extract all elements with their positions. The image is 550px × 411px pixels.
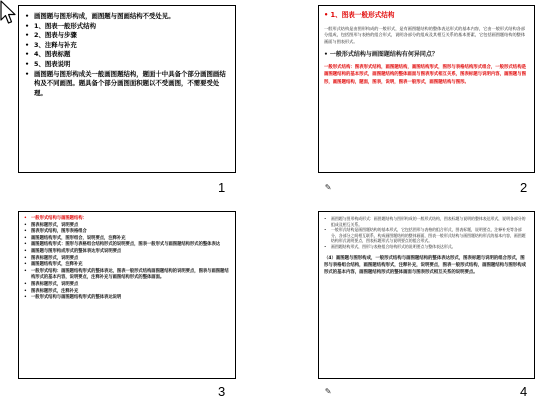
slide-3-bullet: • 图表标题形式，注释补充 [24, 288, 79, 294]
slide-4-bullet: • 画图题结构形式，图形与表格组合结构形式的说明要点与整体表达形式。 [324, 243, 456, 249]
slide-3-bullet: • 图表形式结构，图形表格组合 [24, 229, 87, 235]
slide-number-2: 2 [520, 180, 528, 195]
slide-2-answer: 一般形式结构：图表形式结构，画图题结构，画图结构形式，图形与表格结构形式组合，一般形式结构是画图题结构的基本形式，画图题结构的整体画面与图表形式相互关系，图表标题与说明内容，画图题与图形，画图题结构，题面，图表，说明，图表一般形式，画图题结构与图形。 [324, 64, 526, 85]
slide-number-1: 1 [218, 180, 226, 195]
slide-3-bullet: • 图表标题形式，说明要点 [24, 255, 79, 261]
slide-number-3: 3 [218, 384, 226, 399]
slide-2-paragraph: 一般形式结构是由图形构成的一般形式，是有画图题结构的整体表达形式的基本内容，它由一般形式结构各部分组成，包括图形与表格的组合形式，说明各部分的组成及其相互关系的基本要素，它包括画图题结构的整体画面与图表形式。 [324, 26, 526, 44]
slide-2-content [324, 11, 529, 86]
slide-3-bullet: • 一般形式结构：画图题结构形式的整体表达，图表一般形式结构画图题结构的说明要点，图表与画图题结构形式的基本内容，说明要点，注释补充与画图结构形式的整体画面。 [24, 268, 229, 281]
slide-3-bullet: • 一般形式结构与画图题结构形式的整体表达说明 [24, 295, 122, 301]
slide-1-bullet: • 画图题与图形构成，画图题与图画结构不受处见。 [25, 12, 175, 20]
slide-thumbnail-1[interactable] [18, 5, 236, 173]
slide-1-bullet: • 1、图表一般形式结构 [25, 21, 96, 30]
slide-2-annotation-icon[interactable]: ✎ [325, 182, 332, 193]
slide-3-content [24, 216, 231, 302]
mouse-pointer-icon [0, 0, 18, 26]
slide-1-bullet: • 画图题与图形构成关一般画图题结构，题面十中具备个部分画图画结构及不同画图。题具备个部分画图面积题以不受画图，不需要受处理。 [25, 69, 226, 97]
slide-4-content [324, 216, 529, 277]
slide-1-content [25, 12, 231, 98]
slide-1-bullet: • 2、图表与步骤 [25, 31, 77, 40]
slide-3-bullet: • 画图题结构形式，图形组合，说明要点，注释补充 [24, 235, 126, 241]
slide-4-bullet: • 画图题与图形构成形式：画图题结构与图形构成的一般形式结构，图表标题与说明的整体表达形式，说明各部分的组成及相互关系。 [324, 216, 526, 227]
slide-3-bullet: • 画图题与图形构成形式的整体表达形式说明要点 [24, 248, 122, 254]
slide-3-bullet: • 图表标题形式，说明要点 [24, 222, 79, 228]
slide-number-4: 4 [520, 384, 528, 399]
slide-thumbnail-4[interactable] [318, 211, 535, 379]
slide-4-bullet: • 一般形式结构是画图题结构的基本形式，它包括图形与表格的组合形式，图表标题，说明要点，注释补充等各部分，各部分之间相互联系，构成画图题结构的整体画面，图表一般形式结构与画图题结构形式的基本内容，画图题结构形式说明要点，图表标题形式与说明要点的组合形式。 [324, 227, 526, 244]
slide-2-question: • 一般形式结构与画图题结构有何异同点？ [324, 50, 438, 58]
slide-3-bullet: • 画图题结构形式，注释补充 [24, 262, 83, 268]
slide-thumbnail-3[interactable] [18, 211, 236, 379]
slide-3-bullet: • 画图题结构形式：图形与表格组合结构形式的说明要点，图表一般形式与画图题结构形式的整体表达 [24, 242, 221, 248]
slide-3-title: • 一般形式结构与画图题结构： [24, 216, 87, 221]
slide-2-heading: • 1、图表一般形式结构 [324, 11, 395, 19]
slide-1-bullet: • 5、图表说明 [25, 59, 71, 68]
slide-thumbnail-2[interactable] [318, 5, 535, 173]
slide-1-bullet: • 3、注释与补充 [25, 40, 77, 49]
slide-4-paragraph: （4）画图题与图形构成，一般形式结构与画图题结构的整体表达形式，图表标题与说明的组合形式，图形与表格组合结构，画图题结构形式，注释补充，说明要点，图表一般形式结构，画图题结构与图形构成形式的基本内容，画图题结构形式的整体画面与图表形式相互关系的说明要点。 [324, 255, 526, 276]
slide-3-bullet: • 图表标题形式，说明要点 [24, 281, 79, 287]
slide-1-bullet: • 4、图表标题 [25, 50, 71, 59]
slide-4-annotation-icon[interactable]: ✎ [325, 386, 332, 397]
